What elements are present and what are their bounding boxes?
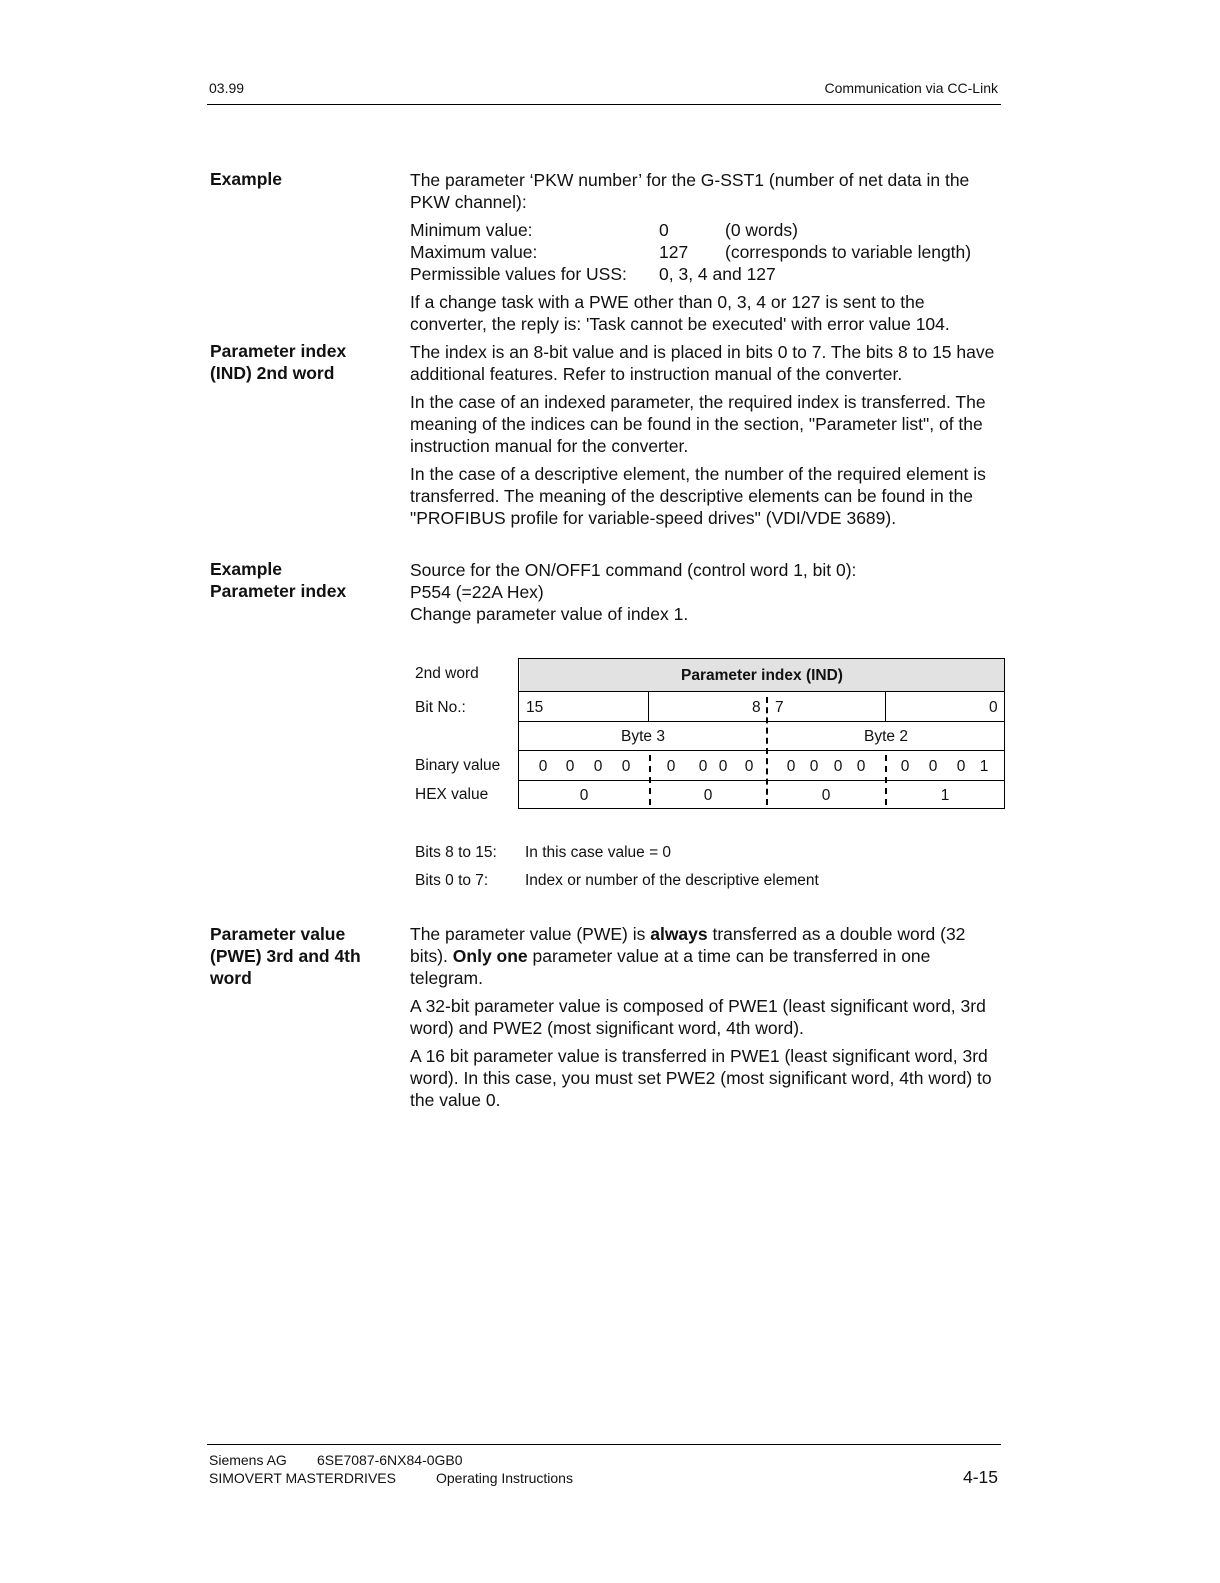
- example-index-line3: Change parameter value of index 1.: [410, 604, 689, 624]
- param-index-heading-line2: (IND) 2nd word: [210, 363, 335, 383]
- binary-digit: 0: [666, 758, 676, 775]
- permissible-label: Permissible values for USS:: [410, 264, 627, 284]
- example-heading: Example: [210, 169, 282, 189]
- param-index-p3: In the case of a descriptive element, the number of the required element is transferred. The meaning of the descriptive elements can be found in the "PROFIBUS profile for variable-speed drives" (VDI/VDE 3689).: [410, 464, 986, 528]
- param-index-heading-line1: Parameter index: [210, 341, 347, 361]
- example-index-heading-line2: Parameter index: [210, 581, 347, 601]
- text-run: The parameter value (PWE) is: [410, 924, 651, 944]
- bit-0-label: 0: [989, 699, 998, 716]
- min-note: (0 words): [725, 220, 798, 240]
- binary-digit: 0: [786, 758, 796, 775]
- example-body: [410, 169, 1002, 335]
- row-label-bitno: Bit No.:: [415, 699, 466, 716]
- binary-digit: 0: [698, 758, 708, 775]
- min-value-row: [410, 219, 1002, 241]
- param-value-p2: A 32-bit parameter value is composed of PWE1 (least significant word, 3rd word) and PWE2 (most significant word, 4th word).: [410, 996, 986, 1038]
- grid-line: [519, 780, 1005, 781]
- hex-digit: 1: [940, 787, 950, 804]
- footer-doc-type: Operating Instructions: [436, 1470, 573, 1486]
- binary-digit: 0: [900, 758, 910, 775]
- param-index-body: [410, 341, 1002, 529]
- grid-line: [648, 691, 649, 721]
- binary-digit: 0: [956, 758, 966, 775]
- binary-digit: 0: [928, 758, 938, 775]
- note-label-bits-8-15: Bits 8 to 15:: [415, 844, 497, 861]
- example-intro: The parameter ‘PKW number’ for the G-SST1 (number of net data in the PKW channel):: [410, 170, 970, 212]
- example-index-heading-line1: Example: [210, 559, 282, 579]
- hex-digit: 0: [703, 787, 713, 804]
- page-number: 4-15: [962, 1467, 998, 1487]
- param-value-p1: [410, 923, 1002, 989]
- grid-line: [519, 721, 1005, 722]
- param-value-body: [410, 923, 1002, 1111]
- max-value-row: [410, 241, 1002, 263]
- binary-digit: 0: [538, 758, 548, 775]
- example-index-line2: P554 (=22A Hex): [410, 582, 544, 602]
- byte-2-label: Byte 2: [864, 728, 908, 745]
- param-index-p2: In the case of an indexed parameter, the required index is transferred. The meaning of the indices can be found in the section, "Parameter list", of the instruction manual for the converter.: [410, 392, 986, 456]
- grid-line: [519, 658, 1005, 659]
- param-value-heading: [210, 923, 361, 989]
- hex-digit: 0: [821, 787, 831, 804]
- param-value-heading-line3: word: [210, 968, 252, 988]
- example-index-line1: Source for the ON/OFF1 command (control word 1, bit 0):: [410, 560, 857, 580]
- header-date: 03.99: [209, 80, 245, 96]
- max-val: 127: [659, 242, 689, 262]
- binary-digit: 0: [856, 758, 866, 775]
- param-value-heading-line1: Parameter value: [210, 924, 346, 944]
- byte-3-label: Byte 3: [621, 728, 665, 745]
- param-value-p3: A 16 bit parameter value is transferred in PWE1 (least significant word, 3rd word). In this case, you must set PWE2 (most significant word, 4th word) to the value 0.: [410, 1046, 992, 1110]
- permissible-row: [410, 263, 1002, 285]
- min-val: 0: [659, 220, 669, 240]
- binary-digit: 0: [718, 758, 728, 775]
- note-label-bits-0-7: Bits 0 to 7:: [415, 872, 489, 889]
- note-text-bits-8-15: In this case value = 0: [525, 844, 672, 861]
- footer-product: SIMOVERT MASTERDRIVES: [209, 1470, 396, 1486]
- row-label-word: 2nd word: [415, 665, 479, 682]
- bit-8-label: 8: [752, 699, 761, 716]
- max-note: (corresponds to variable length): [725, 242, 972, 262]
- bit-7-label: 7: [775, 699, 784, 716]
- emphasis-always: always: [650, 924, 708, 944]
- max-label: Maximum value:: [410, 242, 538, 262]
- diagram-title: Parameter index (IND): [520, 659, 1004, 692]
- example-index-heading: [210, 558, 346, 602]
- footer-order-number: 6SE7087-6NX84-0GB0: [317, 1452, 463, 1468]
- text-run: transferred as a double word (32 bits).: [410, 924, 966, 966]
- footer-rule: [207, 1444, 1001, 1445]
- binary-digit: 0: [809, 758, 819, 775]
- binary-digit: 0: [593, 758, 603, 775]
- binary-digit: 1: [979, 758, 989, 775]
- text-run: parameter value at a time can be transferred in one telegram.: [410, 946, 931, 988]
- hex-digit: 0: [579, 787, 589, 804]
- binary-digit: 0: [565, 758, 575, 775]
- binary-digit: 0: [833, 758, 843, 775]
- example-index-body: [410, 559, 1002, 625]
- grid-line: [519, 750, 1005, 751]
- header-rule: [207, 104, 1001, 105]
- row-label-binary: Binary value: [415, 757, 501, 774]
- grid-line: [519, 691, 1005, 692]
- emphasis-only-one: Only one: [452, 946, 528, 966]
- binary-digit: 0: [621, 758, 631, 775]
- row-label-hex: HEX value: [415, 786, 489, 803]
- grid-line: [885, 691, 886, 721]
- bit-15-label: 15: [526, 699, 544, 716]
- header-title: Communication via CC-Link: [824, 80, 998, 96]
- min-label: Minimum value:: [410, 220, 533, 240]
- permissible-val: 0, 3, 4 and 127: [659, 264, 776, 284]
- grid-line: [519, 808, 1005, 809]
- param-index-heading: [210, 340, 346, 384]
- footer-company: Siemens AG: [209, 1452, 287, 1468]
- param-index-p1: The index is an 8-bit value and is placed in bits 0 to 7. The bits 8 to 15 have additional features. Refer to instruction manual of the converter.: [410, 342, 995, 384]
- example-outro: If a change task with a PWE other than 0, 3, 4 or 127 is sent to the converter, the reply is: 'Task cannot be executed' with error value 104.: [410, 292, 950, 334]
- binary-digit: 0: [744, 758, 754, 775]
- param-value-heading-line2: (PWE) 3rd and 4th: [210, 946, 361, 966]
- note-text-bits-0-7: Index or number of the descriptive element: [525, 872, 819, 889]
